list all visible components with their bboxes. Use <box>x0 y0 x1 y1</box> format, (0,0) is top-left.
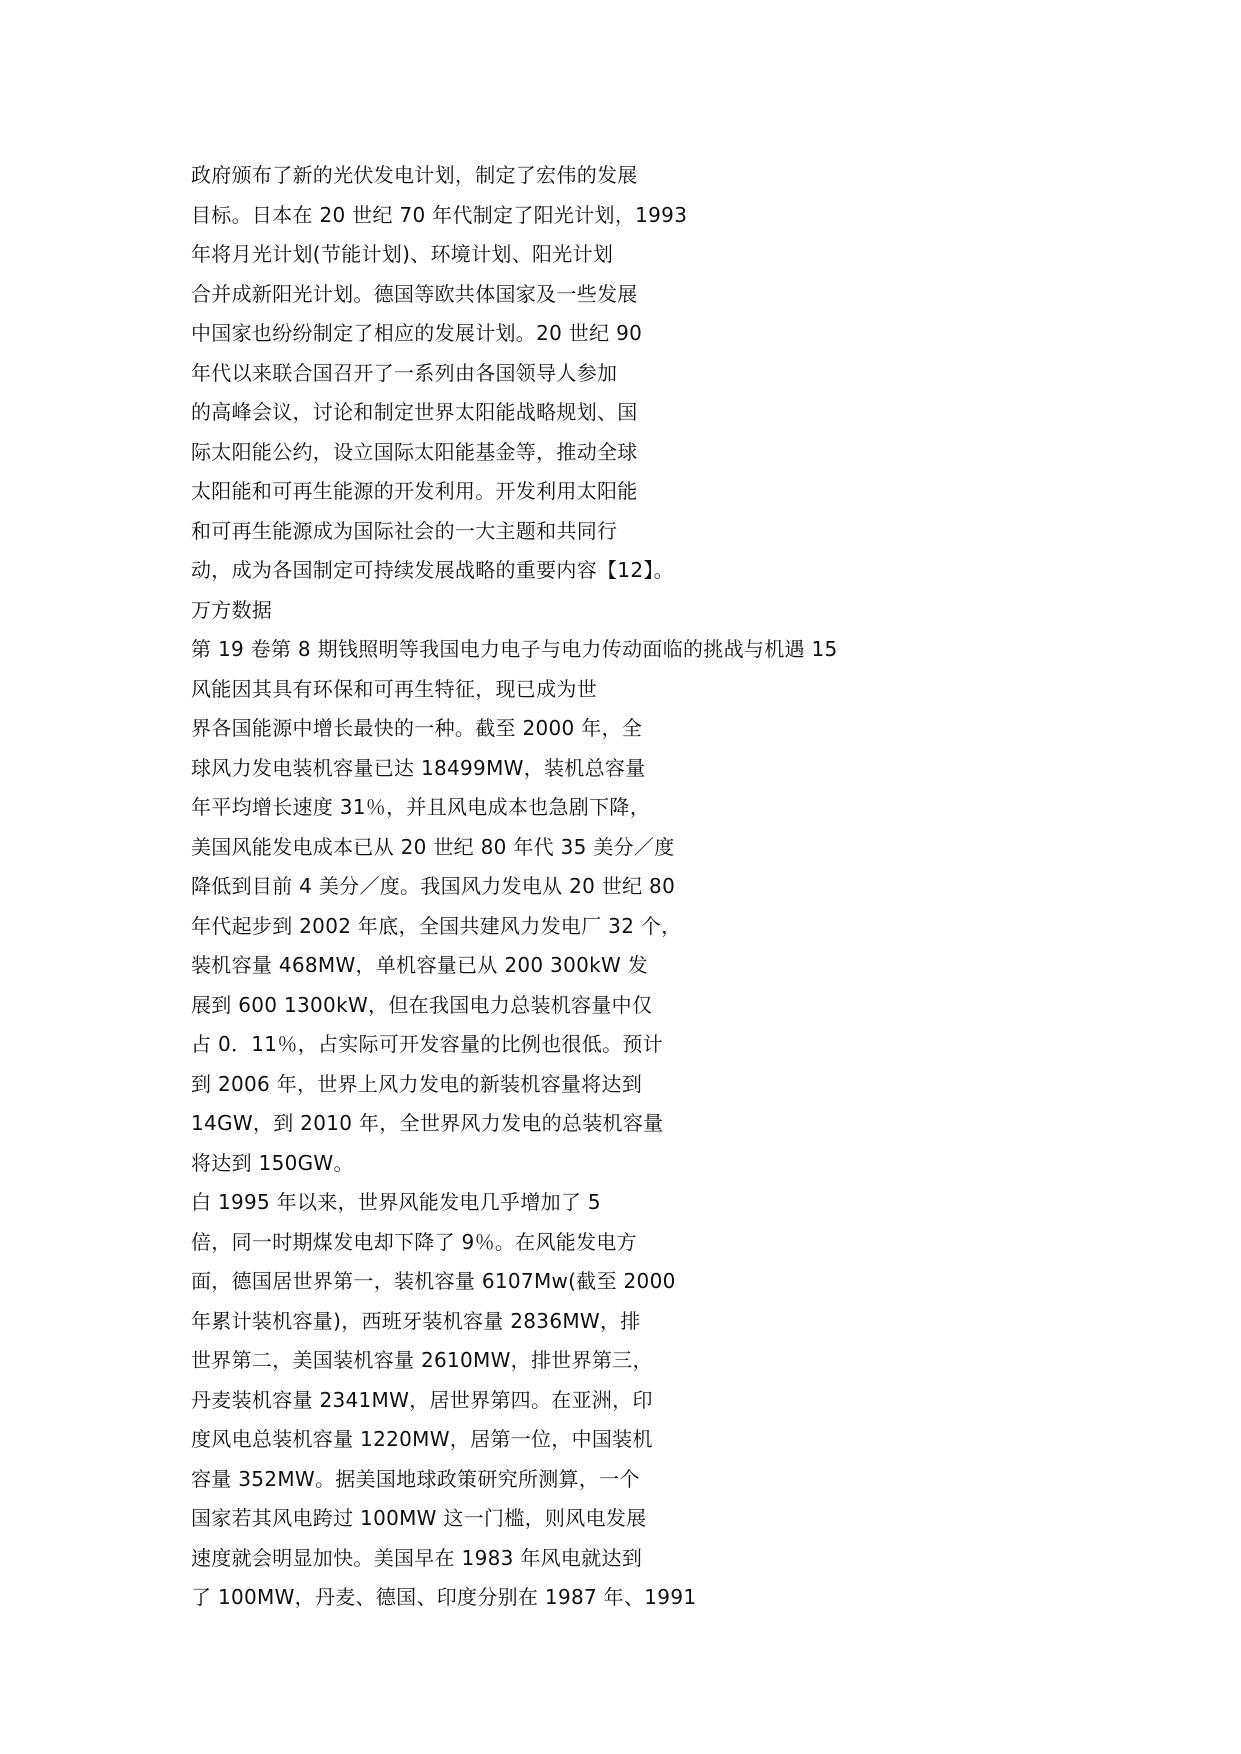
text-line: 风能因其具有环保和可再生特征，现已成为世 <box>191 676 597 701</box>
text-line: 太阳能和可再生能源的开发利用。开发利用太阳能 <box>191 479 638 503</box>
text-line: 年将月光计划(节能计划)、环境计划、阳光计划 <box>191 242 614 266</box>
text-line: 降低到目前 4 美分／度。我国风力发电从 20 世纪 80 <box>191 874 676 898</box>
text-line: 将达到 150GW。 <box>191 1150 354 1175</box>
text-line: 界各国能源中增长最快的一种。截至 2000 年，全 <box>191 716 643 740</box>
text-line: 球风力发电装机容量已达 18499MW，装机总容量 <box>191 755 646 780</box>
text-line: 年代以来联合国召开了一系列由各国领导人参加 <box>191 360 618 385</box>
text-line: 和可再生能源成为国际社会的一大主题和共同行 <box>191 518 618 543</box>
text-line: 速度就会明显加快。美国早在 1983 年风电就达到 <box>191 1545 643 1570</box>
text-line: 丹麦装机容量 2341MW，居世界第四。在亚洲，印 <box>191 1387 653 1412</box>
text-line: 的高峰会议，讨论和制定世界太阳能战略规划、国 <box>191 400 638 424</box>
text-line: 动，成为各国制定可持续发展战略的重要内容【12】。 <box>191 558 674 582</box>
text-line: 年累计装机容量)，西班牙装机容量 2836MW，排 <box>191 1308 641 1333</box>
text-line: 际太阳能公约，设立国际太阳能基金等，推动全球 <box>191 439 638 464</box>
text-line: 14GW，到 2010 年，全世界风力发电的总装机容量 <box>191 1111 664 1135</box>
text-line: 世界第二，美国装机容量 2610MW，排世界第三， <box>191 1348 653 1372</box>
text-line: 面，德国居世界第一，装机容量 6107Mw(截至 2000 <box>191 1269 676 1293</box>
source-watermark-line: 万方数据 <box>191 597 273 622</box>
text-line: 年平均增长速度 31％，并且风电成本也急剧下降， <box>191 795 651 819</box>
text-line: 国家若其风电跨过 100MW 这一门槛，则风电发展 <box>191 1506 647 1530</box>
body-text <box>191 156 1091 1618</box>
text-line: 美国风能发电成本已从 20 世纪 80 年代 35 美分／度 <box>191 834 675 859</box>
text-line: 政府颁布了新的光伏发电计划，制定了宏伟的发展 <box>191 163 638 187</box>
text-line: 中国家也纷纷制定了相应的发展计划。20 世纪 90 <box>191 321 643 345</box>
text-line: 合并成新阳光计划。德国等欧共体国家及一些发展 <box>191 281 638 306</box>
text-line: 占 0．11％，占实际可开发容量的比例也很低。预计 <box>191 1032 664 1056</box>
text-line: 度风电总装机容量 1220MW，居第一位，中国装机 <box>191 1427 653 1451</box>
running-header-line: 第 19 卷第 8 期钱照明等我国电力电子与电力传动面临的挑战与机遇 15 <box>191 637 838 661</box>
text-line: 白 1995 年以来，世界风能发电几乎增加了 5 <box>191 1190 601 1214</box>
text-line: 倍，同一时期煤发电却下降了 9％。在风能发电方 <box>191 1229 637 1254</box>
text-line: 目标。日本在 20 世纪 70 年代制定了阳光计划，1993 <box>191 202 688 227</box>
text-line: 年代起步到 2002 年底，全国共建风力发电厂 32 个， <box>191 913 682 938</box>
text-line: 容量 352MW。据美国地球政策研究所测算，一个 <box>191 1466 640 1491</box>
text-line: 了 100MW，丹麦、德国、印度分别在 1987 年、1991 <box>191 1585 697 1609</box>
text-line: 展到 600 1300kW，但在我国电力总装机容量中仅 <box>191 992 653 1017</box>
text-line: 到 2006 年，世界上风力发电的新装机容量将达到 <box>191 1071 643 1096</box>
text-line: 装机容量 468MW，单机容量已从 200 300kW 发 <box>191 953 649 977</box>
